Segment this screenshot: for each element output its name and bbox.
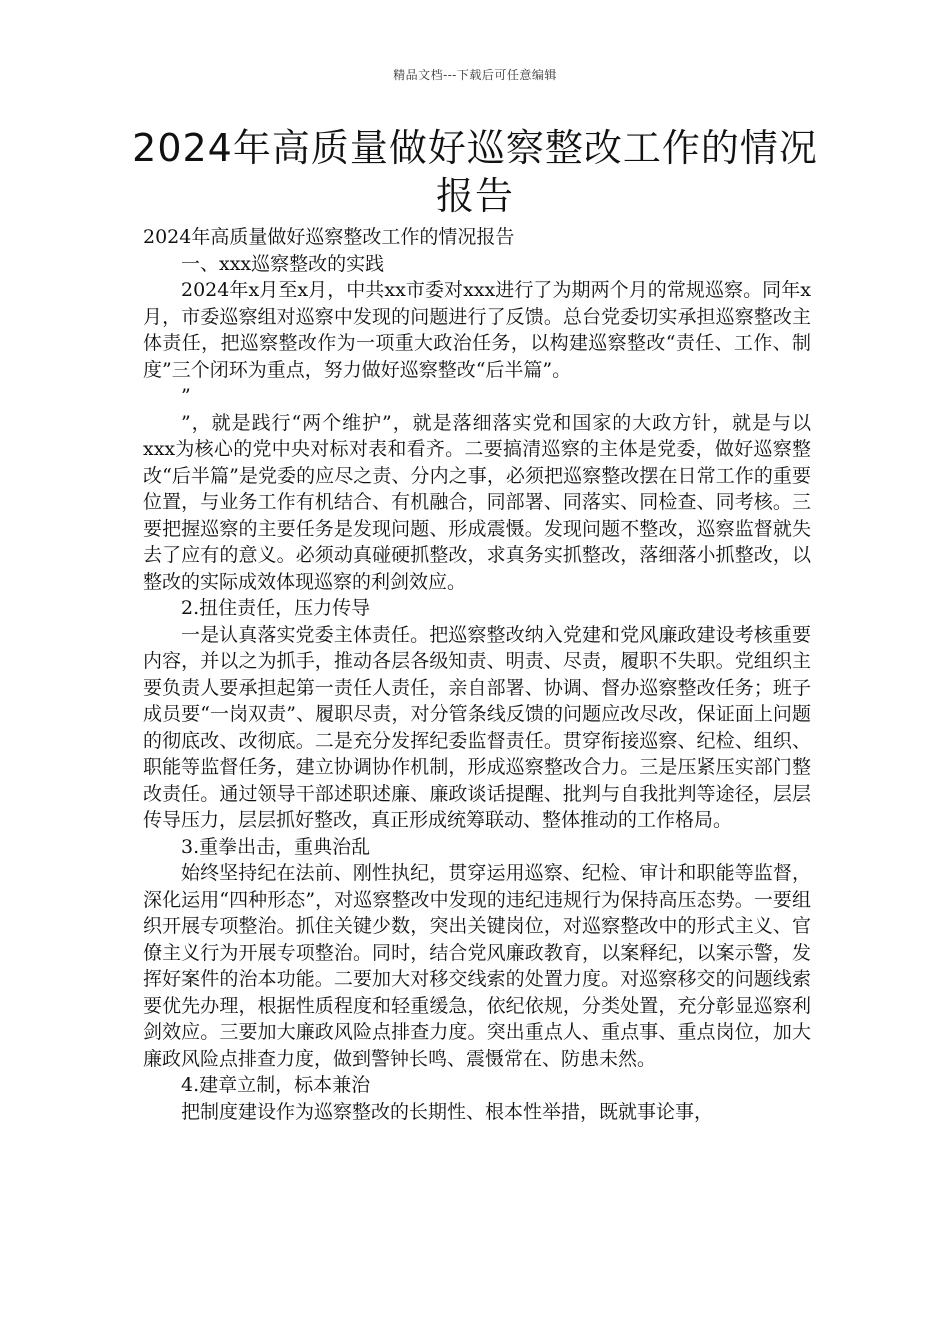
paragraph: ” xyxy=(181,385,191,407)
section-heading: 4.建章立制，标本兼治 xyxy=(181,1074,371,1096)
paragraph: 2024年高质量做好巡察整改工作的情况报告 xyxy=(143,226,515,248)
section-heading: 3.重拳出击，重典治乱 xyxy=(181,835,371,858)
paragraph: 2024年x月至x月，中共xx市委对xxx进行了为期两个月的常规巡察。同年x月，市委巡察组对巡察中发现的问题进行了反馈。总台党委切实承担巡察整改主体责任，把巡察整改作为一项重大政治任务，以构建巡察整改“责任、工作、制度”三个闭环为重点，努力做好巡察整改“后半篇”。 xyxy=(143,279,811,381)
document-title: 2024年高质量做好巡察整改工作的情况报告 xyxy=(132,126,818,218)
paragraph: ”，就是践行“两个维护”，就是落细落实党和国家的大政方针，就是与以xxx为核心的党中央对标对表和看齐。二要搞清巡察的主体是党委，做好巡察整改“后半篇”是党委的应尽之责、分内之事，必须把巡察整改摆在日常工作的重要位置，与业务工作有机结合、有机融合，同部署、同落实、同检查、同考核。三要把握巡察的主要任务是发现问题、形成震慑。发现问题不整改，巡察监督就失去了应有的意义。必须动真碰硬抓整改，求真务实抓整改，落细落小抓整改，以整改的实际成效体现巡察的利剑效应。 xyxy=(143,411,811,593)
document-body xyxy=(143,224,811,1125)
paragraph: 一是认真落实党委主体责任。把巡察整改纳入党建和党风廉政建设考核重要内容，并以之为抓手，推动各层各级知责、明责、尽责，履职不失职。党组织主要负责人要承担起第一责任人责任，亲自部署、协调、督办巡察整改任务；班子成员要“一岗双责”、履职尽责，对分管条线反馈的问题应改尽改，保证面上问题的彻底改、改彻底。二是充分发挥纪委监督责任。贯穿衔接巡察、纪检、组织、职能等监督任务，建立协调协作机制，形成巡察整改合力。三是压紧压实部门整改责任。通过领导干部述职述廉、廉政谈话提醒、批判与自我批判等途径，层层传导压力，层层抓好整改，真正形成统筹联动、整体推动的工作格局。 xyxy=(143,623,811,831)
section-heading: 一、xxx巡察整改的实践 xyxy=(181,252,385,275)
section-heading: 2.扭住责任，压力传导 xyxy=(181,597,371,619)
header-note: 精品文档---下载后可任意编辑 xyxy=(393,68,557,82)
paragraph: 把制度建设作为巡察整改的长期性、根本性举措，既就事论事， xyxy=(181,1100,714,1123)
paragraph: 始终坚持纪在法前、刚性执纪，贯穿运用巡察、纪检、审计和职能等监督，深化运用“四种形态”，对巡察整改中发现的违纪违规行为保持高压态势。一要组织开展专项整治。抓住关键少数，突出关键岗位，对巡察整改中的形式主义、官僚主义行为开展专项整治。同时，结合党风廉政教育，以案释纪，以案示警，发挥好案件的治本功能。二要加大对移交线索的处置力度。对巡察移交的问题线索要优先办理，根据性质程度和轻重缓急，依纪依规，分类处置，充分彰显巡察利剑效应。三要加大廉政风险点排查力度。突出重点人、重点事、重点岗位，加大廉政风险点排查力度，做到警钟长鸣、震慑常在、防患未然。 xyxy=(143,862,811,1070)
